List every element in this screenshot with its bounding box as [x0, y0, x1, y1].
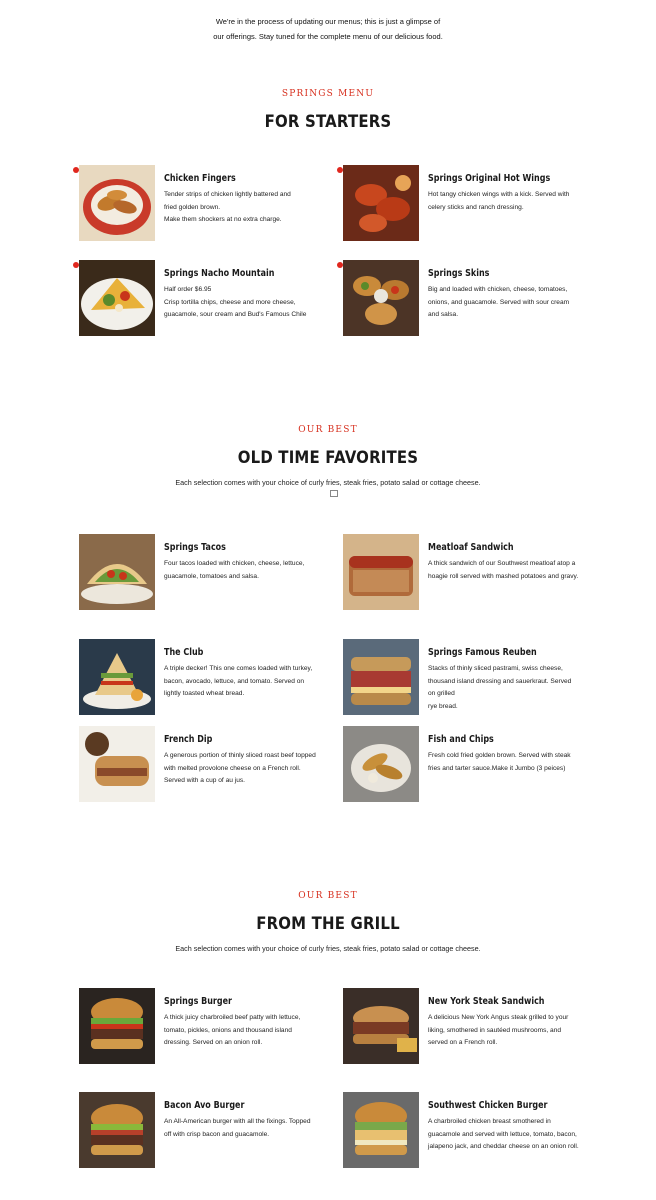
item-name: Springs Burger [164, 996, 232, 1007]
section-title: FOR STARTERS [264, 112, 392, 132]
desc-line: A charbroiled chicken breast smothered in [428, 1118, 551, 1125]
item-name: New York Steak Sandwich [428, 996, 545, 1007]
desc-line: fries and tarter sauce.Make it Jumbo (3 peices) [428, 764, 566, 772]
item-description [164, 663, 340, 701]
item-description [164, 750, 340, 788]
desc-line: on grilled [428, 690, 455, 697]
desc-line: Tender strips of chicken lightly battered and [164, 191, 291, 198]
intro-line-1: We're in the process of updating our menus; this is just a glimpse of [215, 17, 441, 26]
potato-skins-photo [343, 260, 419, 336]
section-title: OLD TIME FAVORITES [237, 448, 419, 468]
item-description [428, 189, 604, 214]
desc-line: A generous portion of thinly sliced roast beef topped [164, 752, 316, 759]
item-description [164, 189, 340, 227]
desc-line: and salsa. [428, 311, 459, 318]
item-description [164, 1012, 340, 1050]
desc-line: Half order $6.95 [164, 286, 212, 293]
desc-line: Fresh cold fried golden brown. Served with steak [428, 752, 571, 759]
desc-line: Served with a cup of au jus. [164, 777, 246, 784]
item-description [164, 558, 340, 583]
intro-line-2: our offerings. Stay tuned for the complete menu of our delicious food. [213, 32, 443, 41]
section-note: Each selection comes with your choice of curly fries, steak fries, potato salad or cottage cheese. [175, 944, 481, 953]
desc-line: A thick juicy charbroiled beef patty with lettuce, [164, 1014, 301, 1021]
desc-line: onions, and guacamole. Served with sour cream [428, 298, 570, 306]
desc-line: lightly toasted wheat bread. [164, 690, 245, 697]
desc-line: guacamole, sour cream and Bud's Famous Chile [164, 311, 307, 318]
french-dip-photo [79, 726, 155, 802]
desc-line: A delicious New York Angus steak grilled to your [428, 1014, 569, 1021]
item-name: Springs Original Hot Wings [428, 173, 551, 184]
desc-line: Four tacos loaded with chicken, cheese, lettuce, [164, 560, 305, 567]
item-description [164, 1116, 340, 1141]
fish-and-chips-photo [343, 726, 419, 802]
nachos-photo [79, 260, 155, 336]
desc-line: Stacks of thinly sliced pastrami, swiss cheese, [428, 665, 563, 672]
desc-line: off with crisp bacon and guacamole. [164, 1130, 270, 1138]
item-name: Chicken Fingers [164, 173, 236, 184]
section-kicker: SPRINGS MENU [281, 89, 375, 99]
steak-sandwich-photo [343, 988, 419, 1064]
item-name: Springs Famous Reuben [428, 647, 537, 658]
hot-wings-photo [343, 165, 419, 241]
desc-line: fried golden brown. [164, 203, 221, 211]
item-description [428, 1012, 604, 1050]
item-name: Springs Tacos [164, 542, 226, 553]
bacon-avo-burger-photo [79, 1092, 155, 1168]
item-name: Meatloaf Sandwich [428, 542, 514, 553]
desc-line: liking, smothered in sautéed mushrooms, and [428, 1026, 562, 1034]
desc-line: jalapeno jack, and cheddar cheese on an onion roll. [428, 1143, 579, 1150]
section-kicker: OUR BEST [298, 425, 358, 435]
desc-line: A triple decker! This one comes loaded with turkey, [164, 665, 313, 672]
section-note: Each selection comes with your choice of curly fries, steak fries, potato salad or cottage cheese. [175, 478, 481, 487]
desc-line: guacamole, tomatoes and salsa. [164, 572, 259, 580]
tacos-photo [79, 534, 155, 610]
item-name: French Dip [164, 734, 213, 745]
desc-line: dressing. Served on an onion roll. [164, 1039, 263, 1046]
item-description [428, 750, 604, 775]
reuben-photo [343, 639, 419, 715]
item-name: The Club [164, 647, 204, 658]
item-description [428, 284, 604, 322]
desc-line: Big and loaded with chicken, cheese, tomatoes, [428, 286, 568, 293]
desc-line: tomato, pickles, onions and thousand island [164, 1026, 292, 1034]
desc-line: Make them shockers at no extra charge. [164, 216, 282, 223]
burger-photo [79, 988, 155, 1064]
broken-image-icon [330, 490, 338, 497]
desc-line: with melted provolone cheese on a French roll. [164, 764, 301, 772]
chicken-burger-photo [343, 1092, 419, 1168]
intro-text [0, 14, 656, 44]
item-name: Southwest Chicken Burger [428, 1100, 548, 1111]
desc-line: thousand island dressing and sauerkraut. Served [428, 677, 572, 685]
item-name: Bacon Avo Burger [164, 1100, 245, 1111]
club-sandwich-photo [79, 639, 155, 715]
desc-line: celery sticks and ranch dressing. [428, 203, 524, 211]
item-description [428, 1116, 604, 1154]
item-name: Springs Skins [428, 268, 490, 279]
item-description [428, 663, 604, 713]
chicken-fingers-photo [79, 165, 155, 241]
desc-line: An All-American burger with all the fixings. Topped [164, 1118, 311, 1125]
desc-line: rye bread. [428, 702, 458, 710]
meatloaf-photo [343, 534, 419, 610]
desc-line: guacamole and served with lettuce, tomato, bacon, [428, 1130, 577, 1138]
item-description [164, 284, 340, 322]
item-description [428, 558, 604, 583]
section-title: FROM THE GRILL [256, 914, 400, 934]
desc-line: hoagie roll served with mashed potatoes and gravy. [428, 572, 579, 580]
desc-line: Hot tangy chicken wings with a kick. Served with [428, 191, 570, 198]
desc-line: bacon, avocado, lettuce, and tomato. Served on [164, 677, 305, 685]
desc-line: served on a French roll. [428, 1039, 498, 1046]
desc-line: Crisp tortilla chips, cheese and more cheese, [164, 298, 296, 306]
section-kicker: OUR BEST [298, 891, 358, 901]
item-name: Fish and Chips [428, 734, 494, 745]
desc-line: A thick sandwich of our Southwest meatloaf atop a [428, 560, 576, 567]
item-name: Springs Nacho Mountain [164, 268, 275, 279]
